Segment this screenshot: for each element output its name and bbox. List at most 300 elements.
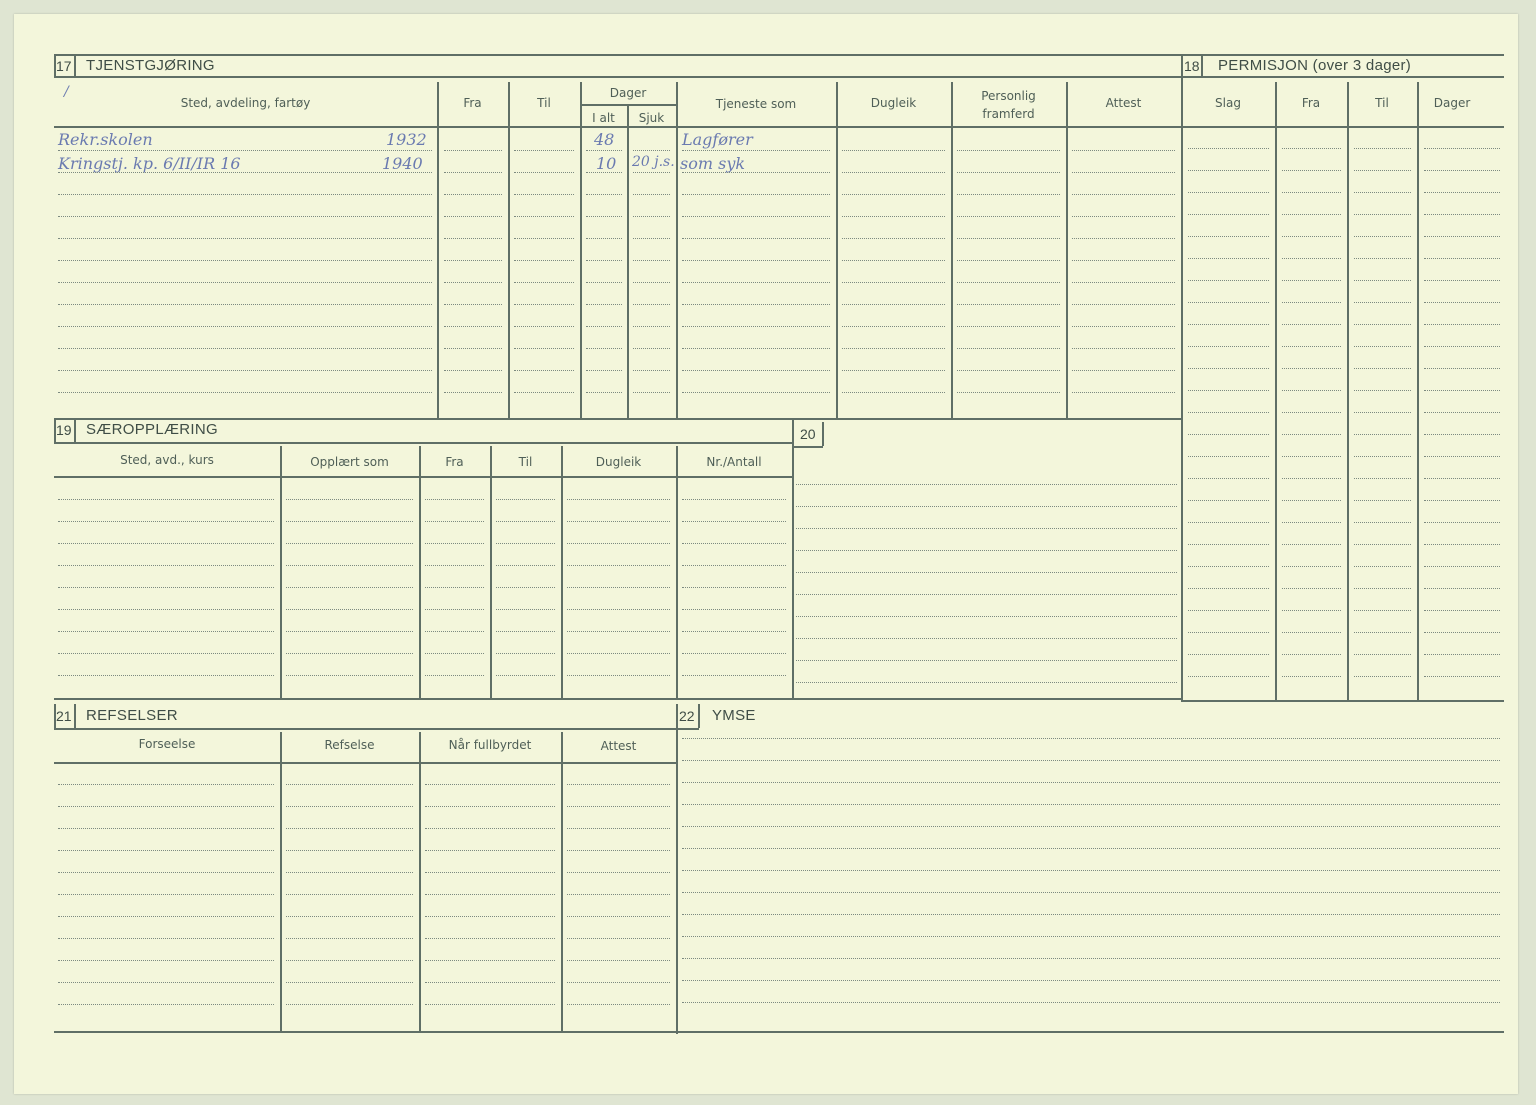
ruling-line [682, 980, 1500, 981]
sec21-col-attest: Attest [600, 739, 637, 753]
ruling-line [682, 892, 1500, 893]
sec21-col-line [419, 732, 421, 1032]
ruling-line [796, 616, 1177, 617]
ruling-line [514, 260, 574, 261]
ruling-line [842, 304, 945, 305]
ruling-line [567, 499, 670, 500]
ruling-line [682, 958, 1500, 959]
ruling-line [796, 660, 1177, 661]
sec18-left-line [1181, 54, 1183, 700]
ruling-line [58, 499, 274, 500]
ruling-line [1424, 412, 1500, 413]
ruling-line [682, 326, 830, 327]
ruling-line [1282, 412, 1341, 413]
ruling-line [1424, 500, 1500, 501]
ruling-line [567, 850, 670, 851]
ruling-line [1282, 500, 1341, 501]
ruling-line [496, 565, 555, 566]
ruling-line [633, 238, 670, 239]
ruling-line [1424, 544, 1500, 545]
ruling-line [444, 392, 502, 393]
sec21-col-naar: Når fullbyrdet [448, 738, 532, 752]
ruling-line [1354, 456, 1411, 457]
ruling-line [444, 150, 502, 151]
ruling-line [1282, 566, 1341, 567]
ruling-line [586, 260, 622, 261]
col-framferd: framferd [982, 107, 1035, 121]
ruling-line [514, 282, 574, 283]
ruling-line [1282, 148, 1341, 149]
ruling-line [633, 392, 670, 393]
ruling-line [1188, 478, 1269, 479]
col-dager: Dager [609, 86, 647, 100]
sec19-col-opplaert: Opplært som [310, 455, 389, 469]
ruling-line [514, 370, 574, 371]
ruling-line [682, 521, 786, 522]
ruling-line [682, 499, 786, 500]
sec18-title-underline [1181, 76, 1504, 78]
ruling-line [425, 1004, 555, 1005]
ruling-line [1188, 258, 1269, 259]
ruling-line [58, 806, 274, 807]
ruling-line [957, 370, 1060, 371]
sec21-col-line [280, 732, 282, 1032]
ruling-line [58, 150, 432, 151]
ruling-line [1354, 214, 1411, 215]
ruling-line [1354, 632, 1411, 633]
ruling-line [444, 172, 502, 173]
ruling-line [1424, 324, 1500, 325]
ruling-line [567, 872, 670, 873]
ruling-line [444, 326, 502, 327]
sec20-num-box [822, 422, 824, 446]
ruling-line [444, 370, 502, 371]
ruling-line [1424, 478, 1500, 479]
ruling-line [682, 216, 830, 217]
ruling-line [957, 172, 1060, 173]
ruling-line [682, 914, 1500, 915]
ruling-line [1188, 368, 1269, 369]
ruling-line [425, 675, 484, 676]
ruling-line [1424, 280, 1500, 281]
ruling-line [1072, 194, 1175, 195]
ruling-line [58, 216, 432, 217]
ruling-line [567, 916, 670, 917]
ruling-line [1072, 172, 1175, 173]
sec18-col-til: Til [1375, 96, 1389, 110]
ruling-line [1424, 192, 1500, 193]
ruling-line [1282, 588, 1341, 589]
row2-tjeneste: som syk [680, 154, 746, 173]
ruling-line [58, 348, 432, 349]
col-sjuk: Sjuk [638, 111, 665, 125]
ruling-line [567, 609, 670, 610]
row1-tjeneste: Lagfører [682, 130, 753, 149]
ruling-line [633, 326, 670, 327]
ruling-line [514, 392, 574, 393]
ruling-line [58, 370, 432, 371]
ruling-line [1424, 588, 1500, 589]
sec19-header-underline [54, 476, 792, 478]
ruling-line [957, 326, 1060, 327]
ruling-line [514, 348, 574, 349]
ruling-line [1354, 390, 1411, 391]
sec18-number: 18 [1184, 58, 1200, 74]
row2-year: 1940 [382, 154, 423, 173]
ruling-line [1424, 346, 1500, 347]
ruling-line [514, 304, 574, 305]
sec19-bottom-line [54, 698, 1181, 700]
ruling-line [586, 150, 622, 151]
ruling-line [1282, 654, 1341, 655]
ruling-line [1424, 654, 1500, 655]
ruling-line [425, 894, 555, 895]
ruling-line [286, 499, 413, 500]
ruling-line [567, 982, 670, 983]
sec22-left-line [676, 704, 678, 1034]
ruling-line [567, 675, 670, 676]
ruling-line [58, 872, 274, 873]
ruling-line [796, 638, 1177, 639]
row1-year: 1932 [386, 130, 427, 149]
ruling-line [286, 960, 413, 961]
ruling-line [682, 653, 786, 654]
ruling-line [1424, 456, 1500, 457]
ruling-line [842, 194, 945, 195]
ruling-line [1424, 368, 1500, 369]
ruling-line [586, 238, 622, 239]
ruling-line [1188, 456, 1269, 457]
sec18-col-fra: Fra [1301, 96, 1321, 110]
ruling-line [1282, 302, 1341, 303]
sec19-col-line [676, 446, 678, 700]
ruling-line [444, 194, 502, 195]
sec19-number: 19 [56, 422, 72, 438]
ruling-line [425, 960, 555, 961]
ruling-line [567, 828, 670, 829]
ruling-line [1188, 654, 1269, 655]
sec17-col-line [676, 82, 678, 420]
ruling-line [444, 348, 502, 349]
ruling-line [1424, 302, 1500, 303]
ruling-line [425, 499, 484, 500]
ruling-line [633, 260, 670, 261]
ruling-line [633, 282, 670, 283]
ruling-line [1072, 370, 1175, 371]
ruling-line [496, 609, 555, 610]
ruling-line [1354, 236, 1411, 237]
ruling-line [1282, 324, 1341, 325]
ruling-line [1424, 632, 1500, 633]
ruling-line [633, 304, 670, 305]
ruling-line [567, 565, 670, 566]
ruling-line [1188, 632, 1269, 633]
ruling-line [286, 806, 413, 807]
ruling-line [425, 543, 484, 544]
ruling-line [286, 1004, 413, 1005]
ruling-line [58, 194, 432, 195]
ruling-line [1354, 478, 1411, 479]
sec17-title-underline [54, 76, 1181, 78]
ruling-line [842, 282, 945, 283]
ruling-line [586, 216, 622, 217]
sec17-col-line [836, 82, 838, 420]
ruling-line [444, 260, 502, 261]
ruling-line [58, 1004, 274, 1005]
ruling-line [842, 150, 945, 151]
ruling-line [1188, 236, 1269, 237]
ruling-line [567, 938, 670, 939]
ruling-line [1282, 390, 1341, 391]
ruling-line [796, 528, 1177, 529]
ruling-line [682, 738, 1500, 739]
ruling-line [1188, 500, 1269, 501]
ruling-line [1354, 544, 1411, 545]
ruling-line [1354, 654, 1411, 655]
ruling-line [1282, 280, 1341, 281]
ruling-line [1424, 434, 1500, 435]
ruling-line [682, 848, 1500, 849]
sec21-title: REFSELSER [86, 707, 178, 724]
ruling-line [1354, 280, 1411, 281]
ruling-line [58, 894, 274, 895]
row1-sted: Rekr.skolen [58, 130, 153, 149]
ruling-line [682, 392, 830, 393]
ruling-line [496, 521, 555, 522]
ruling-line [842, 238, 945, 239]
ruling-line [1354, 522, 1411, 523]
ruling-line [444, 216, 502, 217]
ruling-line [1188, 192, 1269, 193]
ruling-line [425, 850, 555, 851]
ruling-line [286, 653, 413, 654]
ruling-line [286, 675, 413, 676]
ruling-line [1354, 412, 1411, 413]
ruling-line [842, 370, 945, 371]
ruling-line [514, 238, 574, 239]
ruling-line [682, 348, 830, 349]
ruling-line [1282, 192, 1341, 193]
ruling-line [567, 784, 670, 785]
col-sted: Sted, avdeling, fartøy [180, 96, 311, 110]
ruling-line [1072, 150, 1175, 151]
ruling-line [1282, 544, 1341, 545]
ruling-line [286, 784, 413, 785]
ruling-line [1424, 148, 1500, 149]
ruling-line [633, 150, 670, 151]
ruling-line [425, 565, 484, 566]
ruling-line [58, 543, 274, 544]
ruling-line [1282, 632, 1341, 633]
col-fra: Fra [463, 96, 482, 110]
ruling-line [842, 172, 945, 173]
ruling-line [1282, 236, 1341, 237]
col-til: Til [537, 96, 551, 110]
ruling-line [682, 587, 786, 588]
record-card [14, 14, 1518, 1094]
ruling-line [58, 587, 274, 588]
ruling-line [957, 392, 1060, 393]
ruling-line [58, 609, 274, 610]
sec17-number: 17 [56, 58, 72, 74]
ruling-line [682, 238, 830, 239]
ruling-line [1072, 326, 1175, 327]
ruling-line [1282, 676, 1341, 677]
ruling-line [586, 370, 622, 371]
ruling-line [586, 304, 622, 305]
sec22-title: YMSE [712, 707, 756, 724]
ruling-line [957, 304, 1060, 305]
row1-i-alt: 48 [594, 130, 615, 149]
sec17-col-line [1066, 82, 1068, 420]
ruling-line [425, 938, 555, 939]
sec19-title: SÆROPPLÆRING [86, 421, 218, 438]
ruling-line [1354, 610, 1411, 611]
sec19-col-nr: Nr./Antall [706, 455, 762, 469]
ruling-line [1072, 282, 1175, 283]
ruling-line [1072, 304, 1175, 305]
ruling-line [58, 916, 274, 917]
ruling-line [58, 938, 274, 939]
ruling-line [58, 392, 432, 393]
ruling-line [1354, 434, 1411, 435]
sec22-num-underline [676, 728, 699, 730]
ruling-line [58, 960, 274, 961]
sec20-number: 20 [800, 426, 816, 442]
ruling-line [682, 194, 830, 195]
ruling-line [514, 326, 574, 327]
ruling-line [957, 238, 1060, 239]
ruling-line [1282, 456, 1341, 457]
ruling-line [957, 348, 1060, 349]
ruling-line [286, 565, 413, 566]
ruling-line [286, 543, 413, 544]
sec21-col-forseelse: Forseelse [138, 737, 196, 751]
ruling-line [1188, 148, 1269, 149]
ruling-line [682, 304, 830, 305]
ruling-line [1188, 280, 1269, 281]
sec17-col-line [580, 82, 582, 420]
ruling-line [567, 521, 670, 522]
ruling-line [586, 392, 622, 393]
sec21-header-underline [54, 762, 676, 764]
ruling-line [1354, 500, 1411, 501]
ruling-line [425, 587, 484, 588]
ruling-line [1354, 676, 1411, 677]
ruling-line [682, 609, 786, 610]
ruling-line [58, 784, 274, 785]
sec18-col-dager: Dager [1433, 96, 1471, 110]
sec19-col-line [490, 446, 492, 700]
ruling-line [1188, 302, 1269, 303]
ruling-line [682, 370, 830, 371]
ruling-line [1424, 170, 1500, 171]
ruling-line [586, 348, 622, 349]
ruling-line [633, 348, 670, 349]
ruling-line [58, 982, 274, 983]
ruling-line [1424, 236, 1500, 237]
ruling-line [496, 587, 555, 588]
ruling-line [957, 260, 1060, 261]
ruling-line [1354, 170, 1411, 171]
ruling-line [1424, 676, 1500, 677]
ruling-line [1072, 348, 1175, 349]
ruling-line [796, 484, 1177, 485]
ruling-line [425, 916, 555, 917]
ruling-line [682, 565, 786, 566]
ruling-line [514, 150, 574, 151]
ruling-line [586, 326, 622, 327]
sec21-col-line [561, 732, 563, 1032]
ruling-line [682, 282, 830, 283]
top-rule [54, 54, 1504, 56]
ruling-line [1282, 610, 1341, 611]
sec18-col-slag: Slag [1215, 96, 1241, 110]
ruling-line [425, 631, 484, 632]
ruling-line [796, 572, 1177, 573]
ruling-line [682, 1002, 1500, 1003]
ruling-line [1282, 346, 1341, 347]
ruling-line [286, 872, 413, 873]
sec21-title-underline [54, 728, 676, 730]
ruling-line [58, 172, 432, 173]
ruling-line [286, 916, 413, 917]
ruling-line [58, 653, 274, 654]
ruling-line [682, 804, 1500, 805]
sec19-col-line [419, 446, 421, 700]
ruling-line [286, 850, 413, 851]
ruling-line [286, 894, 413, 895]
ruling-line [496, 653, 555, 654]
ruling-line [633, 216, 670, 217]
ruling-line [796, 594, 1177, 595]
ruling-line [1424, 258, 1500, 259]
ruling-line [1354, 302, 1411, 303]
col-i-alt: I alt [592, 111, 615, 125]
sec18-col-line [1347, 82, 1349, 700]
ruling-line [586, 194, 622, 195]
ruling-line [1188, 434, 1269, 435]
sec21-number: 21 [56, 708, 72, 724]
ruling-line [1424, 214, 1500, 215]
ruling-line [58, 565, 274, 566]
ruling-line [633, 370, 670, 371]
ruling-line [1354, 346, 1411, 347]
row2-sjuk: 20 j.s. [632, 154, 675, 170]
ruling-line [1188, 170, 1269, 171]
ruling-line [1072, 392, 1175, 393]
ruling-line [957, 150, 1060, 151]
ruling-line [514, 216, 574, 217]
ruling-line [1188, 346, 1269, 347]
ruling-line [1188, 676, 1269, 677]
sec17-col-line [627, 106, 629, 420]
sec18-num-divider [1201, 54, 1203, 78]
ruling-line [682, 936, 1500, 937]
sec19-num-divider [74, 418, 76, 442]
ruling-line [567, 587, 670, 588]
ruling-line [1188, 522, 1269, 523]
ruling-line [496, 631, 555, 632]
ruling-line [444, 238, 502, 239]
ruling-line [58, 326, 432, 327]
ruling-line [1354, 588, 1411, 589]
ruling-line [682, 870, 1500, 871]
sec19-title-underline [54, 442, 792, 444]
ruling-line [425, 828, 555, 829]
ruling-line [1354, 192, 1411, 193]
ruling-line [1188, 390, 1269, 391]
